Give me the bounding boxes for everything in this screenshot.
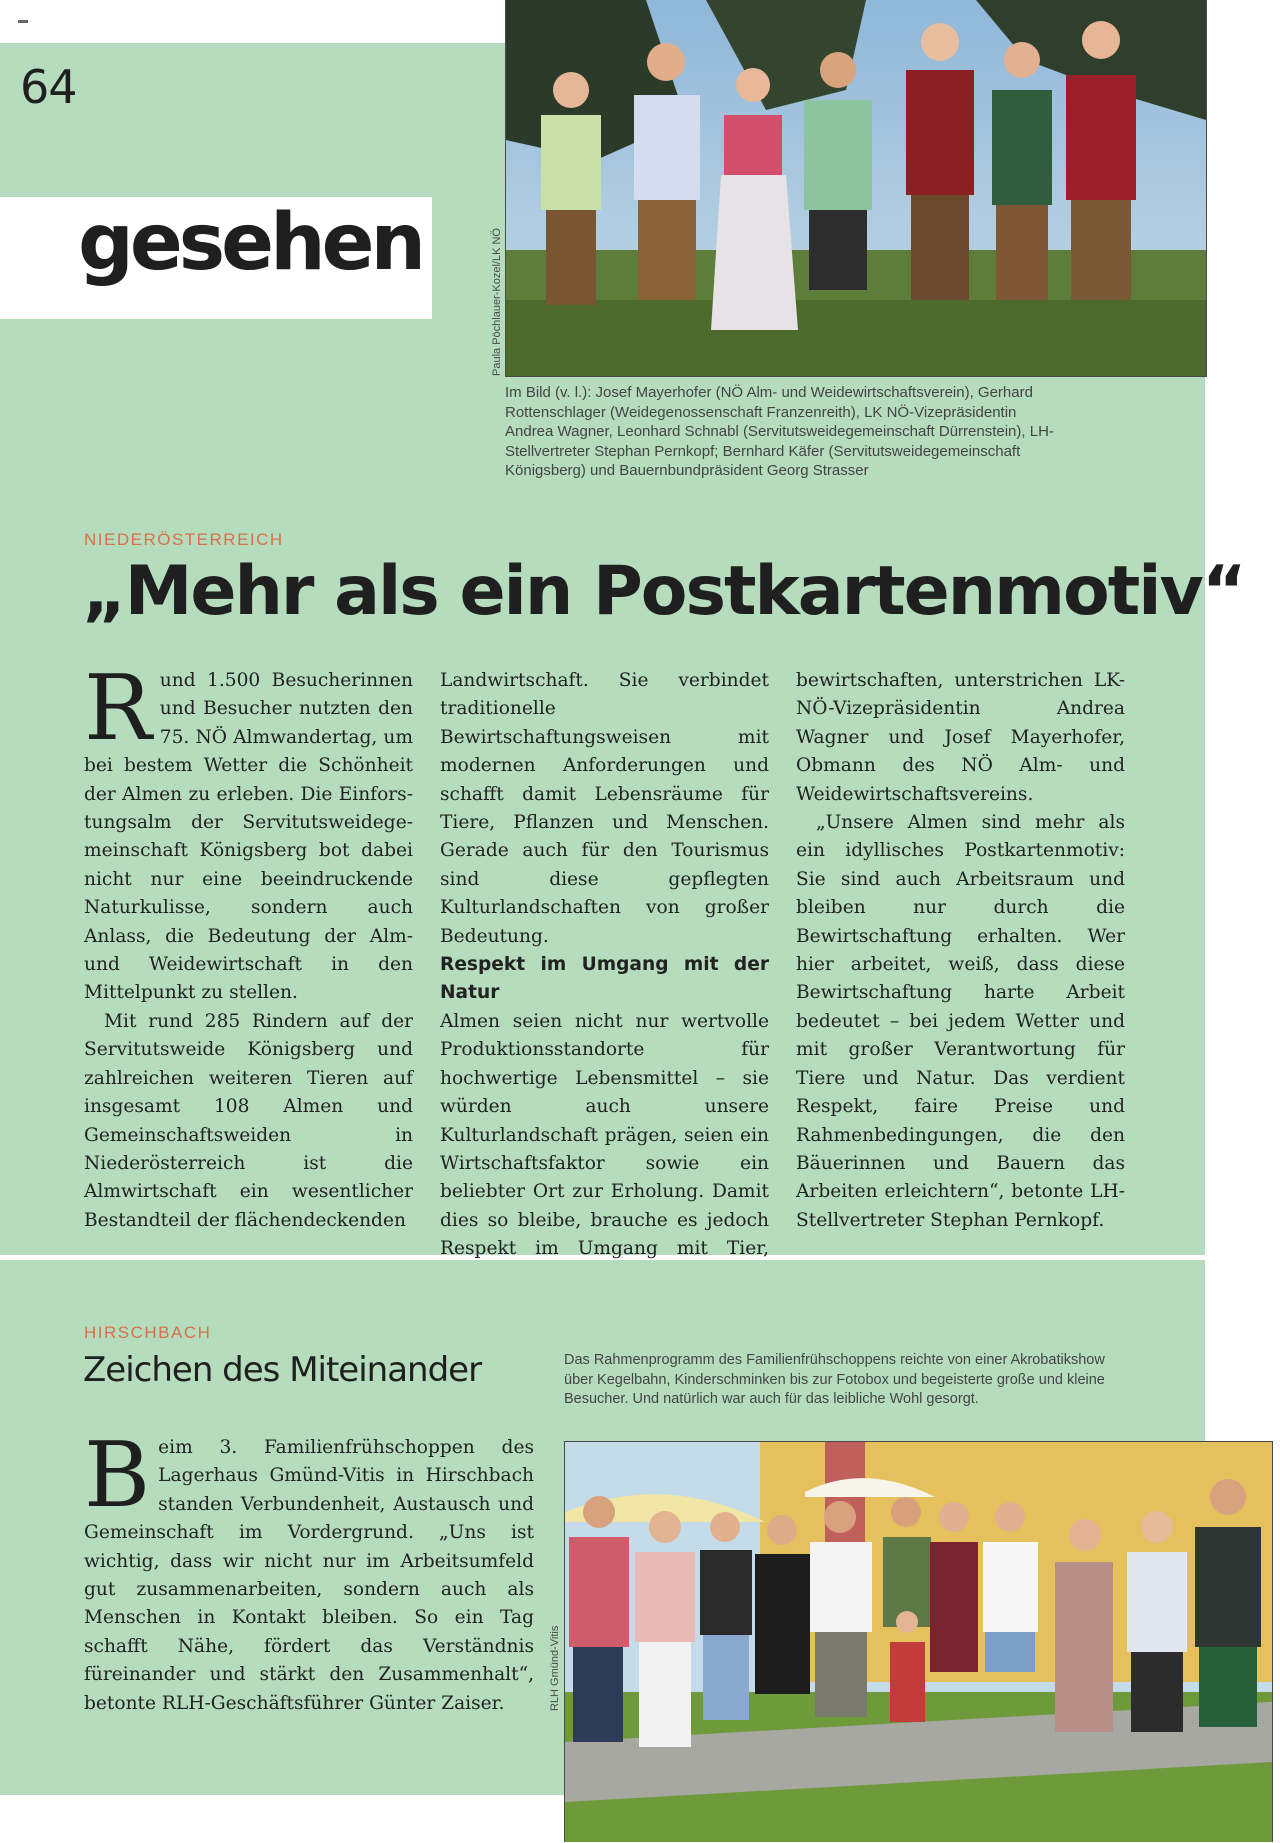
page-number: 64 (20, 60, 77, 114)
article1-col2-paragraph-1: Landwirtschaft. Sie verbindet traditionelle Bewirtschaftungsweisen mit modernen Anforderungen und schafft damit Lebensräume für Tiere, Pflanzen und Menschen. Gerade auch für den Tourismus sind diese gepflegten Kulturlandschaften von großer Bedeutung. (440, 670, 769, 947)
article2-photo (564, 1441, 1273, 1842)
article2-body (84, 1423, 534, 1718)
article1-kicker: NIEDERÖSTERREICH (84, 530, 284, 549)
article1-caption: Im Bild (v. l.): Josef Mayerhofer (NÖ Alm- und Weidewirtschaftsverein), Gerhard Rottenschlager (Weidegenossenschaft Franzenreith), LK NÖ-Vizepräsidentin Andrea Wagner, Leonhard Schnabl (Servitutsweidegemeinschaft Dürrenstein), LH-Stellvertreter Stephan Pernkopf; Bernhard Käfer (Servitutsweidegemeinschaft Königsberg) und Bauernbundpräsident Georg Strasser (505, 384, 1054, 480)
article1-dropcap: R (84, 656, 152, 761)
article2-dropcap: B (84, 1423, 151, 1528)
article1-column-1 (84, 656, 413, 1235)
article1-photo-credit: Paula Pöchlauer-Kozel/LK NÖ (491, 228, 503, 376)
article1-col3-paragraph-2: „Unsere Almen sind mehr als ein idyllisches Postkartenmotiv: Sie sind auch Arbeitsraum und bleiben nur durch die Bewirtschaftung erhalten. Wer hier arbeitet, weiß, dass diese Bewirtschaftung harte Arbeit bedeutet – bei jedem Wetter und mit großer Verantwortung für Tiere und Natur. Das verdient Respekt, faire Preise und Rahmenbedingungen, die den Bäuerinnen und Bauern das Arbeiten erleichtern“, betonte LH-Stellvertreter Stephan Pernkopf. (796, 812, 1125, 1231)
flag-mark (18, 20, 28, 23)
article1-col2-paragraph-2: Almen seien nicht nur wertvolle Produktionsstandorte für hochwertige Lebensmittel – sie würden auch unsere Kulturlandschaft prägen, seien ein Wirtschaftsfaktor sowie ein beliebter Ort zur Erholung. Damit dies so bleibe, brauche es jedoch Respekt im Umgang mit Tier, (440, 1010, 769, 1260)
article1-col1-p1-text: und 1.500 Besucherinnen und Besucher nutzten den 75. NÖ Almwandertag, um bei bestem Wetter die Schönheit der Almen zu erleben. Die Einforstungsalm der Servitutsweidegemeinschaft Königsberg bot dabei nicht nur eine beeindruckende Naturkulisse, sondern auch Anlass, die Bedeutung der Alm- und Weidewirtschaft in den Mittelpunkt zu stellen. (84, 670, 413, 1004)
article2-body-text: eim 3. Familienfrühschoppen des Lagerhaus Gmünd-Vitis in Hirschbach standen Verbundenheit, Austausch und Gemeinschaft im Vordergrund. „Uns ist wichtig, dass wir nicht nur im Arbeitsumfeld gut zusammenarbeiten, sondern auch als Menschen in Kontakt bleiben. So ein Tag schafft Nähe, fördert das Verständnis füreinander und stärkt den Zusammenhalt“, betonte RLH-Geschäftsführer Günter Zaiser. (84, 1437, 534, 1714)
article2-kicker: HIRSCHBACH (84, 1323, 212, 1342)
article2-headline: Zeichen des Miteinander (83, 1350, 482, 1390)
group-photo-illustration (506, 0, 1206, 376)
article1-col1-paragraph-2: Mit rund 285 Rindern auf der Servitutsweide Königsberg und zahlreichen weiteren Tieren auf insgesamt 108 Almen und Gemeinschaftsweiden in Niederösterreich ist die Almwirtschaft ein wesentlicher Bestandteil der flächendeckenden (84, 1010, 413, 1231)
section-label: gesehen (78, 198, 423, 288)
article2-caption: Das Rahmenprogramm des Familienfrühschoppens reichte von einer Akrobatikshow über Kegelbahn, Kinderschminken bis zur Fotobox und begeisterte große und kleine Besucher. Und natürlich war auch für das leibliche Wohl gesorgt. (564, 1352, 1105, 1408)
article1-column-3 (796, 667, 1125, 1235)
article1-subhead: Respekt im Umgang mit der Natur (440, 954, 769, 1004)
article1-column-2 (440, 667, 769, 1320)
article1-col1-paragraph-1 (84, 656, 413, 1008)
article1-photo (505, 0, 1207, 377)
article2-photo-credit: RLH Gmünd-Vitis (549, 1625, 561, 1711)
article1-col3-paragraph-1: bewirtschaften, unterstrichen LK-NÖ-Vizepräsidentin Andrea Wagner und Josef Mayerhofer, Obmann des NÖ Alm- und Weidewirtschaftsvereins. (796, 670, 1125, 805)
article1-headline: „Mehr als ein Postkartenmotiv“ (82, 552, 1245, 631)
family-event-photo-illustration (565, 1442, 1272, 1842)
article2-paragraph (84, 1423, 534, 1718)
